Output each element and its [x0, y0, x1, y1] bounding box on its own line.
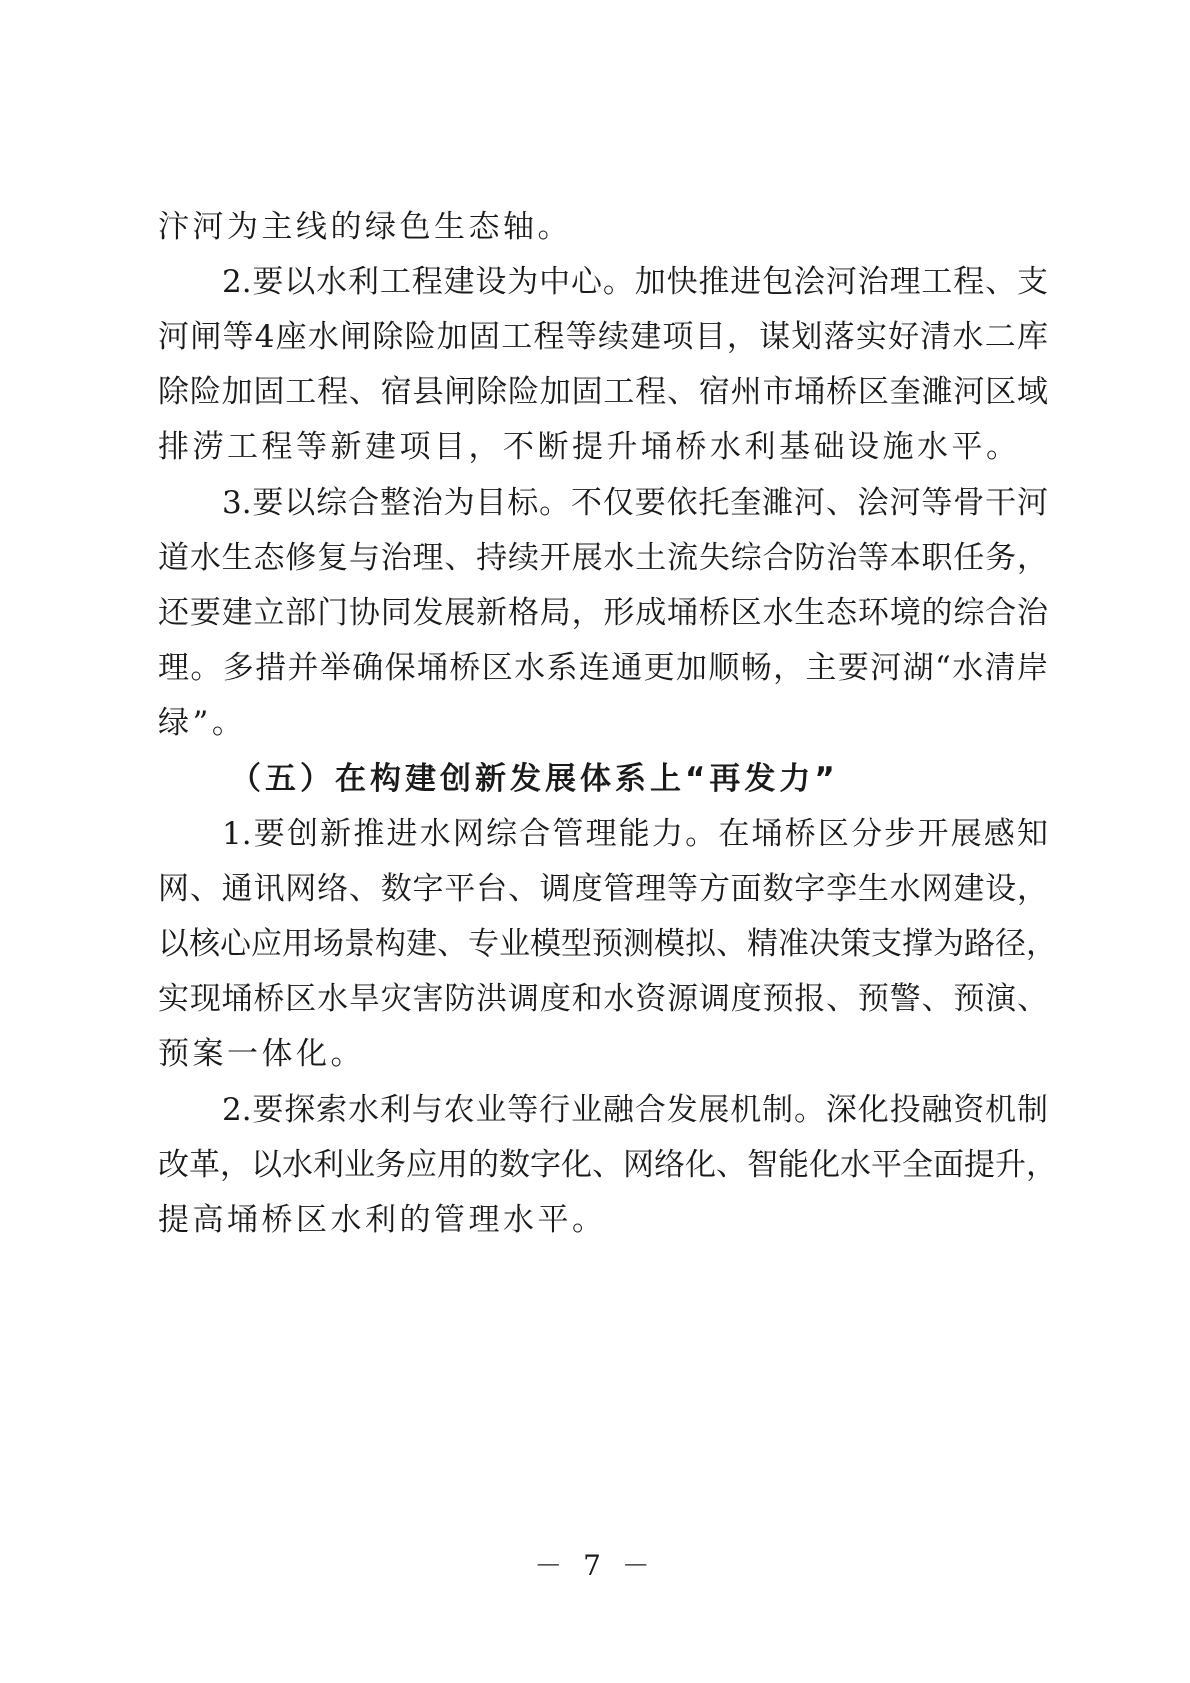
paragraph-line: 2.要以水利工程建设为中心。加快推进包浍河治理工程、支	[222, 264, 1048, 300]
paragraph-line: 绿”。	[158, 705, 247, 741]
paragraph-line: 道水生态修复与治理、持续开展水土流失综合防治等本职任务，	[158, 540, 1048, 576]
page-number: － 7 －	[534, 1549, 656, 1582]
paragraph-line: 预案一体化。	[158, 1036, 365, 1072]
paragraph-line: 改革，以水利业务应用的数字化、网络化、智能化水平全面提升，	[158, 1147, 1057, 1183]
paragraph-line: 还要建立部门协同发展新格局，形成埇桥区水生态环境的综合治	[158, 595, 1048, 631]
paragraph-line: 3.要以综合整治为目标。不仅要依托奎濉河、浍河等骨干河	[222, 485, 1048, 521]
paragraph-line: 以核心应用场景构建、专业模型预测模拟、精准决策支撑为路径，	[158, 926, 1057, 962]
paragraph-line: 网、通讯网络、数字平台、调度管理等方面数字孪生水网建设，	[158, 871, 1048, 907]
paragraph-line: 实现埇桥区水旱灾害防洪调度和水资源调度预报、预警、预演、	[158, 981, 1048, 1017]
paragraph-line: 除险加固工程、宿县闸除险加固工程、宿州市埇桥区奎濉河区域	[158, 374, 1048, 410]
paragraph-line: 排涝工程等新建项目，不断提升埇桥水利基础设施水平。	[158, 429, 1021, 465]
paragraph-line: 汴河为主线的绿色生态轴。	[158, 209, 572, 245]
paragraph-line: 理。多措并举确保埇桥区水系连通更加顺畅，主要河湖“水清岸	[158, 650, 1048, 686]
paragraph-line: 河闸等4座水闸除险加固工程等续建项目，谋划落实好清水二库	[158, 319, 1048, 355]
paragraph-line: 1.要创新推进水网综合管理能力。在埇桥区分步开展感知	[222, 816, 1048, 852]
paragraph-line: 2.要探索水利与农业等行业融合发展机制。深化投融资机制	[222, 1092, 1048, 1128]
paragraph-line: 提高埇桥区水利的管理水平。	[158, 1202, 607, 1238]
section-heading: （五）在构建创新发展体系上“再发力”	[230, 761, 839, 797]
